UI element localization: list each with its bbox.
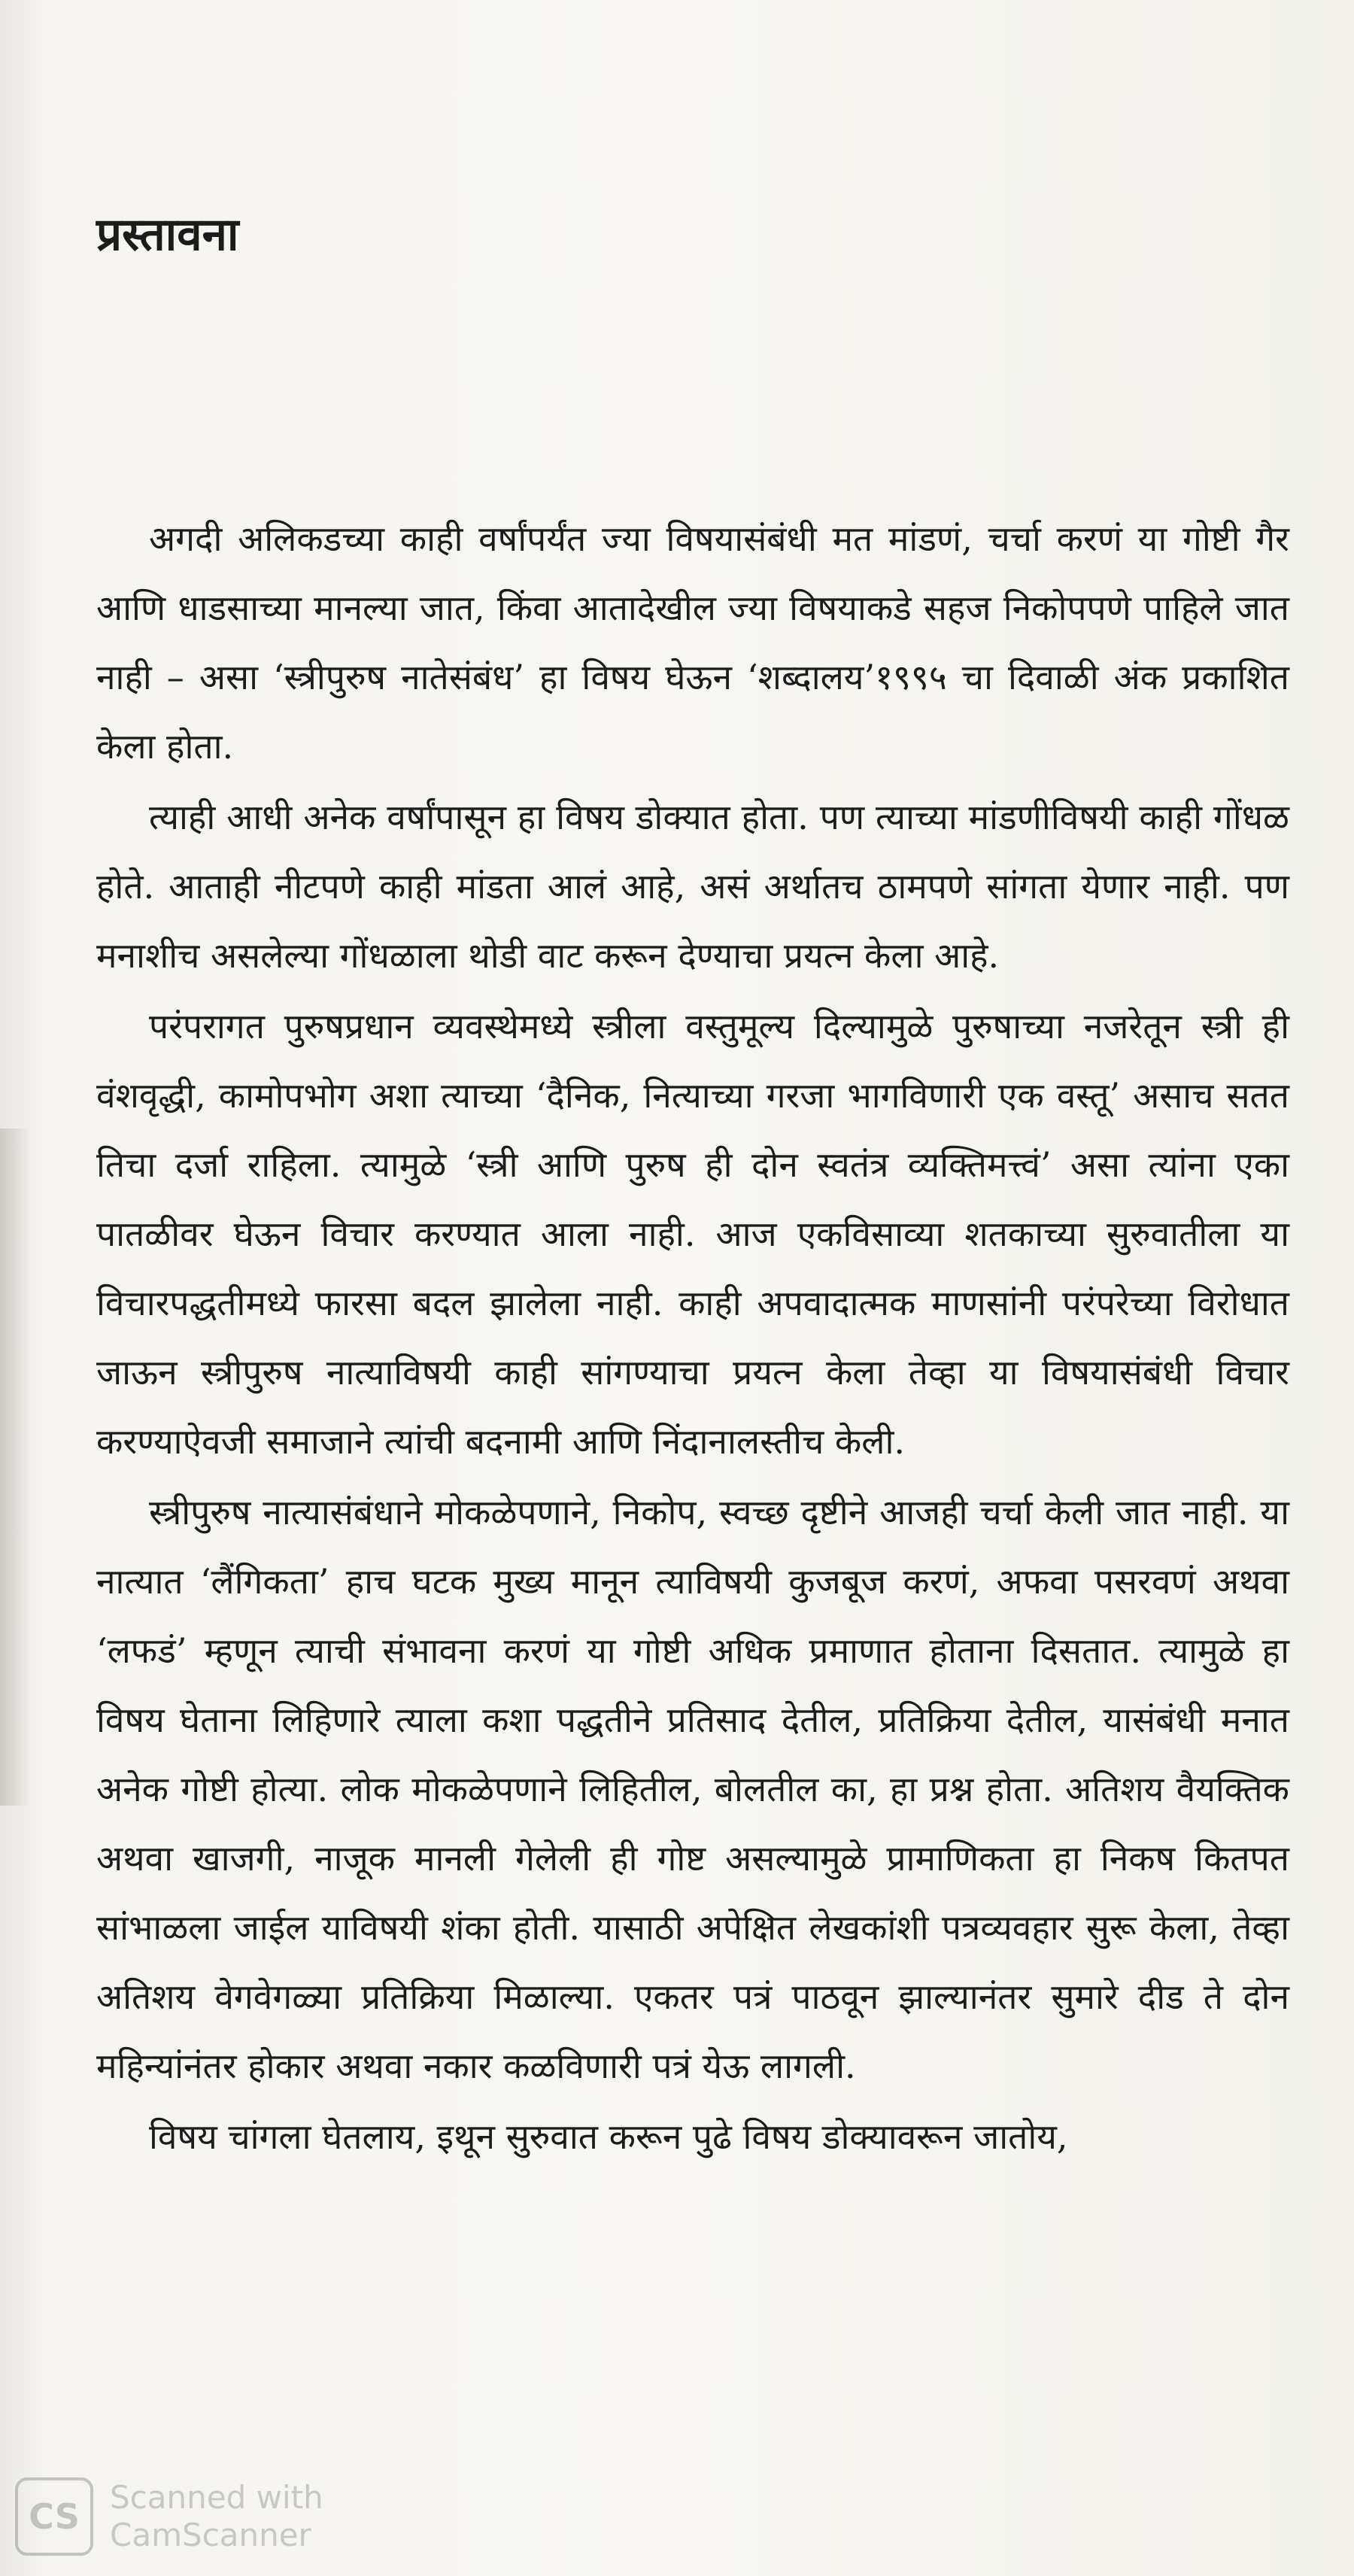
camscanner-logo-icon: CS [15, 2477, 93, 2556]
paragraph-3: परंपरागत पुरुषप्रधान व्यवस्थेमध्ये स्त्रीला वस्तुमूल्य दिल्यामुळे पुरुषाच्या नजरेतून स्त्री ही वंशवृद्धी, कामोपभोग अशा त्याच्या ‘दैनिक, नित्याच्या गरजा भागविणारी एक वस्तू’ असाच सतत तिचा दर्जा राहिला. त्यामुळे ‘स्त्री आणि पुरुष ही दोन स्वतंत्र व्यक्तिमत्त्वं’ असा त्यांना एका पातळीवर घेऊन विचार करण्यात आला नाही. आज एकविसाव्या शतकाच्या सुरुवातीला या विचारपद्धतीमध्ये फारसा बदल झालेला नाही. काही अपवादात्मक माणसांनी परंपरेच्या विरोधात जाऊन स्त्रीपुरुष नात्याविषयी काही सांगण्याचा प्रयत्न केला तेव्हा या विषयासंबंधी विचार करण्याऐवजी समाजाने त्यांची बदनामी आणि निंदानालस्तीच केली. [96, 1006, 1289, 1462]
paragraph-1: अगदी अलिकडच्या काही वर्षांपर्यंत ज्या विषयासंबंधी मत मांडणं, चर्चा करणं या गोष्टी गैर आणि धाडसाच्या मानल्या जात, किंवा आतादेखील ज्या विषयाकडे सहज निकोपपणे पाहिले जात नाही – असा ‘स्त्रीपुरुष नातेसंबंध’ हा विषय घेऊन ‘शब्दालय’१९९५ चा दिवाळी अंक प्रकाशित केला होता. [96, 518, 1289, 767]
paragraph-5: विषय चांगला घेतलाय, इथून सुरुवात करून पुढे विषय डोक्यावरून जातोय, [149, 2116, 1068, 2157]
watermark-line-2: CamScanner [110, 2517, 311, 2553]
camscanner-watermark [15, 2475, 323, 2558]
page-edge-shadow [0, 1129, 30, 1806]
paragraph-2: त्याही आधी अनेक वर्षांपासून हा विषय डोक्यात होता. पण त्याच्या मांडणीविषयी काही गोंधळ होते. आताही नीटपणे काही मांडता आलं आहे, असं अर्थातच ठामपणे सांगता येणार नाही. पण मनाशीच असलेल्या गोंधळाला थोडी वाट करून देण्याचा प्रयत्न केला आहे. [96, 797, 1289, 976]
watermark-text [110, 2479, 323, 2554]
body-text [96, 504, 1289, 2173]
paragraph-4: स्त्रीपुरुष नात्यासंबंधाने मोकळेपणाने, निकोप, स्वच्छ दृष्टीने आजही चर्चा केली जात नाही. या नात्यात ‘लैंगिकता’ हाच घटक मुख्य मानून त्याविषयी कुजबूज करणं, अफवा पसरवणं अथवा ‘लफडं’ म्हणून त्याची संभावना करणं या गोष्टी अधिक प्रमाणात होताना दिसतात. त्यामुळे हा विषय घेताना लिहिणारे त्याला कशा पद्धतीने प्रतिसाद देतील, प्रतिक्रिया देतील, यासंबंधी मनात अनेक गोष्टी होत्या. लोक मोकळेपणाने लिहितील, बोलतील का, हा प्रश्न होता. अतिशय वैयक्तिक अथवा खाजगी, नाजूक मानली गेलेली ही गोष्ट असल्यामुळे प्रामाणिकता हा निकष कितपत सांभाळला जाईल याविषयी शंका होती. यासाठी अपेक्षित लेखकांशी पत्रव्यवहार सुरू केला, तेव्हा अतिशय वेगवेगळ्या प्रतिक्रिया मिळाल्या. एकतर पत्रं पाठवून झाल्यानंतर सुमारे दीड ते दोन महिन्यांनंतर होकार अथवा नकार कळविणारी पत्रं येऊ लागली. [96, 1492, 1289, 2086]
watermark-line-1: Scanned with [110, 2479, 323, 2516]
page-title: प्रस्तावना [96, 208, 239, 261]
